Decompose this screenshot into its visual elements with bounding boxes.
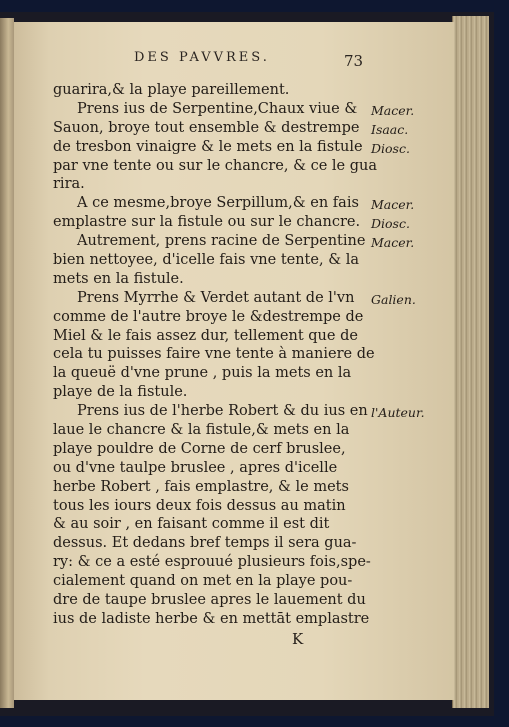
text-line: ius de ladiste herbe & en mettāt emplastre bbox=[53, 610, 370, 627]
body-text bbox=[53, 81, 377, 629]
margin-note: Galien. bbox=[371, 291, 416, 307]
running-head: DES PAVVRES. bbox=[134, 50, 270, 65]
text-line: par vne tente ou sur le chancre, & ce le gua bbox=[53, 157, 377, 174]
margin-note: Macer. bbox=[371, 102, 415, 118]
book-page bbox=[14, 22, 454, 700]
text-line: Sauon, broye tout ensemble & destrempe bbox=[53, 119, 360, 136]
text-line: emplastre sur la fistule ou sur le chancre. bbox=[53, 214, 361, 231]
text-line: playe pouldre de Corne de cerf bruslee, bbox=[53, 440, 346, 457]
signature-mark: K bbox=[292, 630, 304, 648]
text-line: bien nettoyee, d'icelle fais vne tente, & la bbox=[53, 252, 359, 269]
text-line: Autrement, prens racine de Serpentine bbox=[77, 233, 366, 250]
text-line: la queuë d'vne prune , puis la mets en la bbox=[53, 365, 352, 382]
page-number: 73 bbox=[344, 52, 364, 70]
text-line: & au soir , en faisant comme il est dit bbox=[53, 516, 330, 533]
text-line: cela tu puisses faire vne tente à maniere de bbox=[53, 346, 375, 363]
margin-note: l'Auteur. bbox=[371, 405, 425, 421]
text-line: cialement quand on met en la playe pou- bbox=[53, 573, 353, 590]
margin-note: Macer. bbox=[371, 235, 415, 251]
text-line: herbe Robert , fais emplastre, & le mets bbox=[53, 478, 349, 495]
margin-note: Diosc. bbox=[371, 216, 410, 232]
text-line: dessus. Et dedans bref temps il sera gua- bbox=[53, 535, 357, 552]
text-line: guarira,& la playe pareillement. bbox=[53, 82, 290, 98]
margin-note: Diosc. bbox=[371, 140, 410, 156]
text-line: rira. bbox=[53, 176, 85, 193]
text-line: playe de la fistule. bbox=[53, 384, 188, 401]
text-line: comme de l'autre broye le &destrempe de bbox=[53, 308, 364, 325]
text-line: ou d'vne taulpe bruslee , apres d'icelle bbox=[53, 459, 338, 476]
text-line: de tresbon vinaigre & le mets en la fistule bbox=[53, 138, 363, 155]
text-line: A ce mesme,broye Serpillum,& en fais bbox=[77, 195, 359, 212]
text-line: dre de taupe bruslee apres le lauement du bbox=[53, 592, 366, 609]
text-line: Prens Myrrhe & Verdet autant de l'vn bbox=[77, 289, 355, 306]
text-line: Miel & le fais assez dur, tellement que de bbox=[53, 327, 358, 344]
margin-note: Macer. bbox=[371, 197, 415, 213]
text-line: Prens ius de Serpentine,Chaux viue & bbox=[77, 100, 358, 117]
text-line: Prens ius de l'herbe Robert & du ius en bbox=[77, 403, 368, 420]
text-line: ry: & ce a esté esprouué plusieurs fois,spe- bbox=[53, 554, 371, 571]
text-line: tous les iours deux fois dessus au matin bbox=[53, 497, 346, 514]
text-line: laue le chancre & la fistule,& mets en la bbox=[53, 422, 350, 439]
text-line: mets en la fistule. bbox=[53, 270, 184, 287]
page-stack-edge bbox=[452, 16, 489, 708]
margin-note: Isaac. bbox=[371, 121, 409, 137]
previous-page-edge bbox=[0, 18, 14, 708]
